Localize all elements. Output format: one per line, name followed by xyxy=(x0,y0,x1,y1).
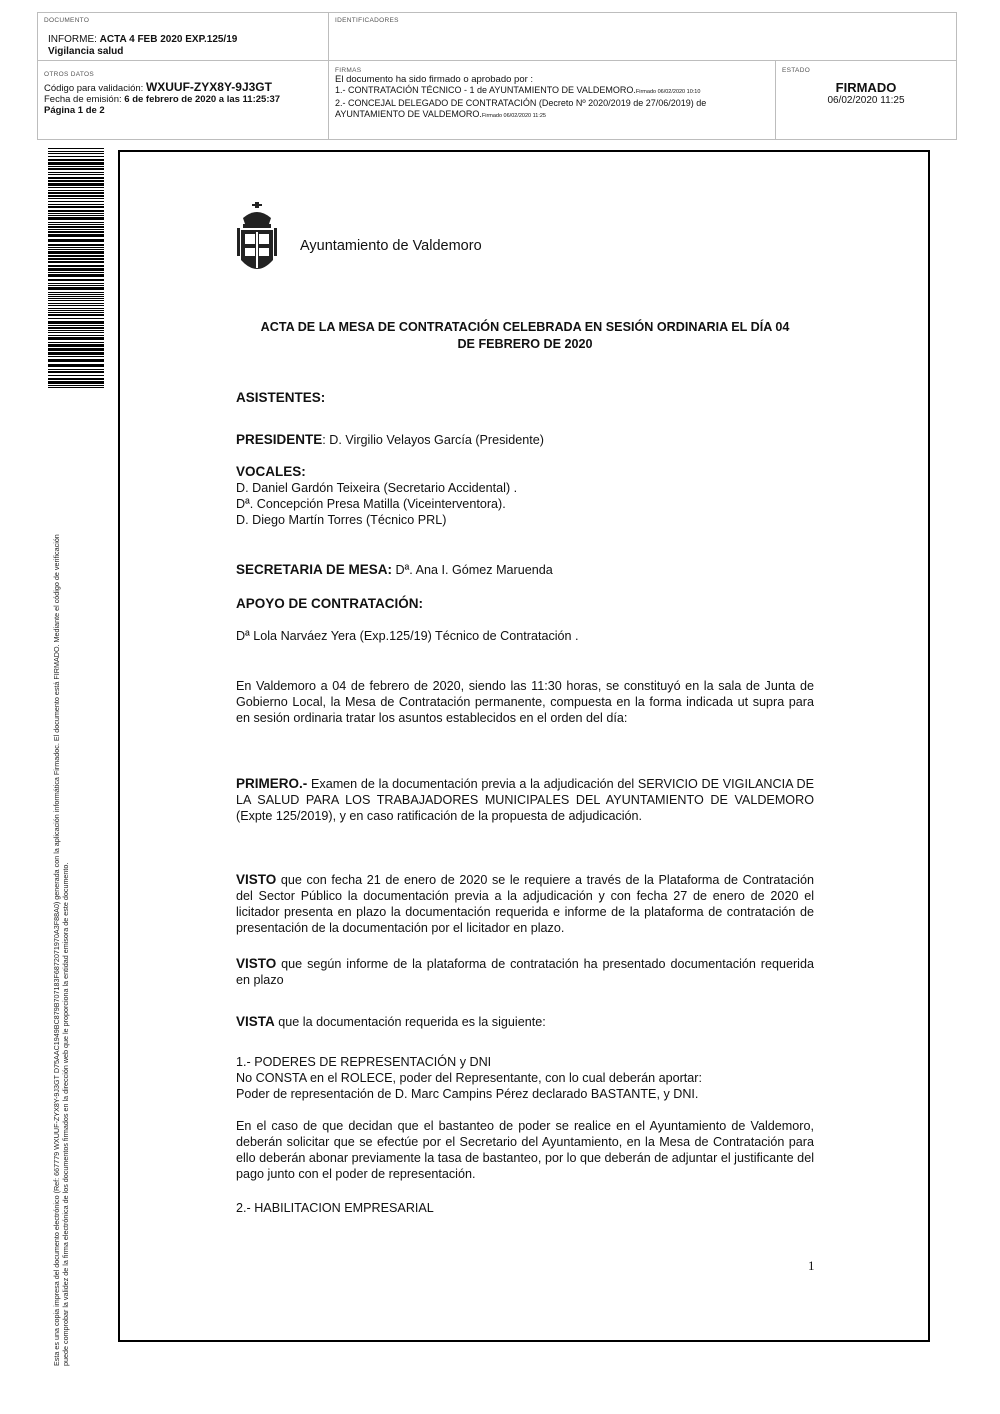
secretaria-value: Dª. Ana I. Gómez Maruenda xyxy=(392,563,553,577)
documento-info xyxy=(48,34,322,58)
primero-label: PRIMERO.- xyxy=(236,776,308,791)
firmas-caption: FIRMAS xyxy=(335,67,362,74)
visto1-text: que con fecha 21 de enero de 2020 se le requiere a través de la Plataforma de Contratación del Sector Público la documentación previa a la adjudicación y con fecha 27 de enero de 2020 el licitador presenta en plazo la documentación requerida e informe de la plataforma de contratación de presentación de la documentación por el licitador en plazo. xyxy=(236,873,814,935)
organization-name: Ayuntamiento de Valdemoro xyxy=(300,238,482,254)
asistentes-heading: ASISTENTES: xyxy=(236,390,326,405)
documento-line2: Vigilancia salud xyxy=(48,46,124,57)
item1-line3: Poder de representación de D. Marc Campins Pérez declarado BASTANTE, y DNI. xyxy=(236,1087,699,1101)
signature-header xyxy=(37,12,957,140)
codigo-label: Código para validación: xyxy=(44,83,144,94)
fecha-value: 6 de febrero de 2020 a las 11:25:37 xyxy=(124,94,281,105)
validation-barcode xyxy=(48,148,104,388)
identificadores-cell xyxy=(329,13,956,61)
presidente-value: : D. Virgilio Velayos García (Presidente) xyxy=(322,433,544,447)
fecha-label: Fecha de emisión: xyxy=(44,94,122,105)
estado-value: FIRMADO xyxy=(835,80,897,95)
visto1-paragraph xyxy=(236,872,814,936)
document-title xyxy=(230,319,820,353)
fecha-line xyxy=(44,94,322,105)
estado-date: 06/02/2020 11:25 xyxy=(827,95,905,106)
firma-2-time: Firmado 06/02/2020 11:25 xyxy=(481,113,546,119)
primero-text: Examen de la documentación previa a la adjudicación del SERVICIO DE VIGILANCIA DE LA SALUD PARA LOS TRABAJADORES MUNICIPALES DEL AYUNTAMIENTO DE VALDEMORO (Expte 125/2019), y en caso ratificación de la propuesta de adjudicación. xyxy=(236,777,814,823)
firma-1-text: 1.- CONTRATACIÓN TÉCNICO - 1 de AYUNTAMIENTO DE VALDEMORO. xyxy=(335,85,636,95)
vocal-3: D. Diego Martín Torres (Técnico PRL) xyxy=(236,513,447,527)
title-line1: ACTA DE LA MESA DE CONTRATACIÓN CELEBRADA EN SESIÓN ORDINARIA EL DÍA 04 xyxy=(260,320,790,334)
vocal-2: Dª. Concepción Presa Matilla (Viceinterventora). xyxy=(236,497,506,511)
presidente-line xyxy=(236,432,814,448)
page-number: 1 xyxy=(808,1258,815,1273)
documento-line1-value: ACTA 4 FEB 2020 EXP.125/19 xyxy=(99,34,238,45)
item1-line2: No CONSTA en el ROLECE, poder del Representante, con lo cual deberán aportar: xyxy=(236,1071,702,1085)
vocales-block xyxy=(236,464,814,528)
visto2-label: VISTO xyxy=(236,956,277,971)
firma-2-line1: 2.- CONCEJAL DELEGADO DE CONTRATACIÓN (Decreto Nº 2020/2019 de 27/06/2019) de xyxy=(335,98,707,108)
estado-caption: ESTADO xyxy=(782,67,811,74)
presidente-label: PRESIDENTE xyxy=(236,432,323,447)
secretaria-line xyxy=(236,562,814,578)
side-text-line1: Esta es una copia impresa del documento electrónico (Ref: 667779 WXUUF-ZYX8Y-9J3GT D75AAC1949BC879B707183F6872071970A3F88A0) generada con la aplicación informática Firmadoc. El documento está FIRMADO. Mediante el código de verificación xyxy=(52,534,61,1366)
item1-block xyxy=(236,1054,814,1102)
visto1-label: VISTO xyxy=(236,872,277,887)
otros-datos-cell xyxy=(38,61,329,139)
coat-of-arms-logo xyxy=(235,202,279,280)
title-line2: DE FEBRERO DE 2020 xyxy=(457,337,593,351)
firma-2-line2: AYUNTAMIENTO DE VALDEMORO. xyxy=(335,109,482,119)
side-text-line2: puede comprobar la validez de la firma electrónica de los documentos firmados en la dirección web que le proporciona la entidad emisora de este documento. xyxy=(61,862,70,1366)
item1-title: 1.- PODERES DE REPRESENTACIÓN y DNI xyxy=(236,1055,492,1069)
vocal-1: D. Daniel Gardón Teixeira (Secretario Accidental) . xyxy=(236,481,518,495)
documento-line1-prefix: INFORME: xyxy=(48,34,97,45)
apoyo-label: APOYO DE CONTRATACIÓN: xyxy=(236,596,423,611)
estado-cell xyxy=(776,61,956,139)
firmas-cell xyxy=(329,61,776,139)
primero-paragraph xyxy=(236,776,814,824)
secretaria-label: SECRETARIA DE MESA: xyxy=(236,562,393,577)
vista-paragraph xyxy=(236,1014,814,1030)
firma-1-time: Firmado 06/02/2020 10:10 xyxy=(635,89,701,95)
verification-side-text xyxy=(52,386,70,1366)
codigo-value: WXUUF-ZYX8Y-9J3GT xyxy=(145,80,272,94)
vista-label: VISTA xyxy=(236,1014,275,1029)
apoyo-value: Dª Lola Narváez Yera (Exp.125/19) Técnico de Contratación . xyxy=(236,629,579,643)
vocales-label: VOCALES: xyxy=(236,464,306,479)
firma-2 xyxy=(335,98,769,122)
documento-cell xyxy=(38,13,329,61)
pagina-text: Página 1 de 2 xyxy=(44,105,105,116)
identificadores-caption: IDENTIFICADORES xyxy=(335,17,399,24)
firmas-intro: El documento ha sido firmado o aprobado por : xyxy=(335,74,534,85)
firma-1 xyxy=(335,85,769,98)
intro-paragraph: En Valdemoro a 04 de febrero de 2020, siendo las 11:30 horas, se constituyó en la sala de Junta de Gobierno Local, la Mesa de Contratación permanente, compuesta en la forma indicada ut supra para en sesión ordinaria tratar los asuntos establecidos en el orden del día: xyxy=(236,679,814,725)
codigo-line xyxy=(44,82,322,94)
vista-text: que la documentación requerida es la siguiente: xyxy=(274,1015,546,1029)
item2-title: 2.- HABILITACION EMPRESARIAL xyxy=(236,1201,434,1215)
documento-caption: DOCUMENTO xyxy=(44,17,90,24)
document-page xyxy=(118,150,930,1342)
visto2-paragraph xyxy=(236,956,814,988)
bastanteo-paragraph: En el caso de que decidan que el bastanteo de poder se realice en el Ayuntamiento de Valdemoro, deberán solicitar que se efectúe por el Secretario del Ayuntamiento, en la Mesa de Contratación para ello deberán abonar previamente la tasa de bastanteo, por lo que deberán de adjuntar el justificante del pago junto con el poder de representación. xyxy=(236,1119,814,1181)
otros-caption: OTROS DATOS xyxy=(44,71,95,78)
visto2-text: que según informe de la plataforma de contratación ha presentado documentación requerida en plazo xyxy=(236,957,814,987)
